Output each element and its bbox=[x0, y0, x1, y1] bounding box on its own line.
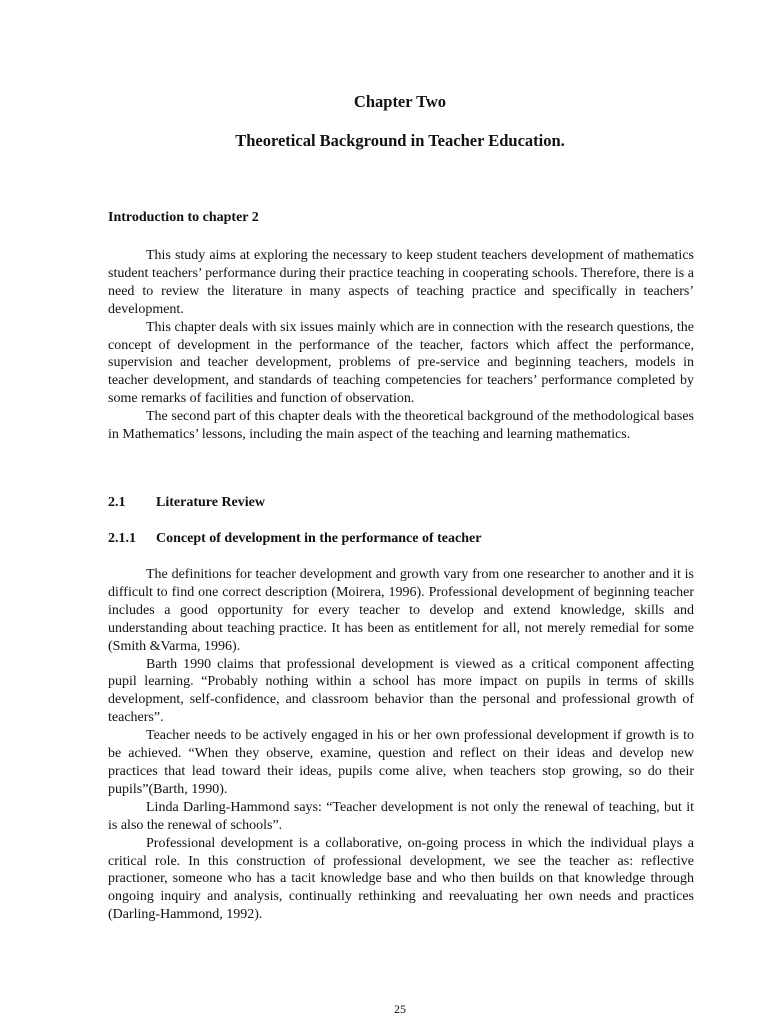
section-2-1-heading bbox=[108, 495, 265, 511]
intro-paragraph-3: The second part of this chapter deals with the theoretical background of the methodological bases in Mathematics’ lessons, including the main aspect of the teaching and learning mathematics. bbox=[108, 409, 694, 443]
chapter-subtitle: Theoretical Background in Teacher Education. bbox=[235, 131, 565, 150]
intro-paragraph-1: This study aims at exploring the necessary to keep student teachers development of mathematics student teachers’ performance during their practice teaching in cooperating schools. Therefore, there is a need to review the literature in many aspects of teaching practice and specifically in teachers’ development. bbox=[108, 248, 694, 317]
section-2-1-1-title: Concept of development in the performance of teacher bbox=[156, 531, 482, 546]
intro-heading: Introduction to chapter 2 bbox=[108, 210, 259, 225]
body-section bbox=[108, 566, 694, 924]
body-paragraph-4: Linda Darling-Hammond says: “Teacher development is not only the renewal of teaching, but it is also the renewal of schools”. bbox=[108, 799, 694, 833]
intro-section bbox=[108, 247, 694, 444]
section-2-1-1-heading bbox=[108, 531, 481, 547]
intro-paragraph-2: This chapter deals with six issues mainly which are in connection with the research questions, the concept of development in the performance of the teacher, factors which affect the performance, supervision and teacher development, problems of pre-service and beginning teachers, models in teacher development, and standards of teaching competencies for teachers’ performance completed by some remarks of facilities and function of observation. bbox=[108, 319, 694, 407]
section-2-1-title: Literature Review bbox=[156, 495, 265, 510]
chapter-title: Chapter Two bbox=[353, 92, 447, 111]
body-paragraph-1: The definitions for teacher development and growth vary from one researcher to another and it is difficult to find one correct description (Moirera, 1996). Professional development of beginning teacher includes a good opportunity for every teacher to develop and extend knowledge, skills and understanding about teaching practice. It has been as entitlement for all, not merely remedial for some (Smith &Varma, 1996). bbox=[108, 567, 694, 654]
body-paragraph-2: Barth 1990 claims that professional development is viewed as a critical component affecting pupil learning. “Probably nothing within a school has more impact on pupils in terms of skills development, self-confidence, and classroom behavior than the personal and professional growth of teachers”. bbox=[108, 656, 694, 726]
section-2-1-1-number: 2.1.1 bbox=[108, 531, 136, 546]
body-paragraph-5: Professional development is a collaborative, on-going process in which the individual plays a critical role. In this construction of professional development, we see the teacher as: reflective practioner, someone who has a tacit knowledge base and who then builds on that knowledge through ongoing inquiry and analysis, continually rethinking and reevaluating her own needs and practices (Darling-Hammond, 1992). bbox=[108, 835, 694, 923]
page-number: 25 bbox=[394, 1002, 406, 1016]
section-2-1-number: 2.1 bbox=[108, 495, 126, 510]
body-paragraph-3: Teacher needs to be actively engaged in his or her own professional development if growth is to be achieved. “When they observe, examine, question and reflect on their ideas and develop new practices that lead toward their ideas, pupils come alive, when teachers stop growing, so do their pupils”(Barth, 1990). bbox=[108, 728, 694, 797]
